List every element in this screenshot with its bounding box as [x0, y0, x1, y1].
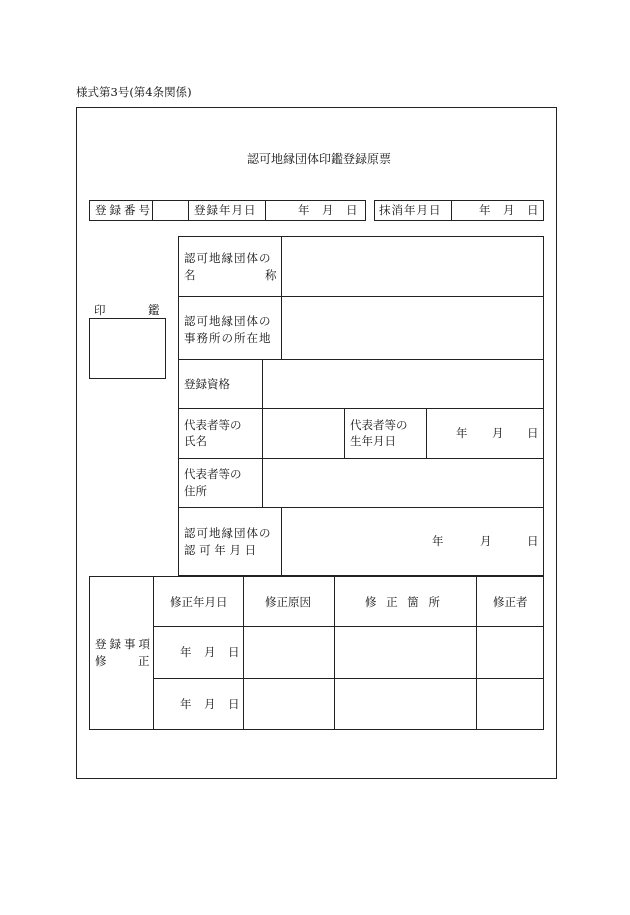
birth-year-unit: 年	[456, 426, 468, 440]
birth-month-unit: 月	[492, 426, 504, 440]
main-block	[178, 236, 544, 576]
col-header-date: 修正年月日	[170, 595, 228, 609]
amend1-month-unit: 月	[204, 645, 216, 659]
name-label-1: 認可地縁団体の	[184, 251, 272, 265]
amend2-year-unit: 年	[180, 697, 192, 711]
approval-label-1: 認可地縁団体の	[184, 526, 272, 540]
reg-month-unit: 月	[322, 203, 334, 217]
col-header-place: 修 正 箇 所	[365, 595, 443, 609]
amend2-month-unit: 月	[204, 697, 216, 711]
approval-day-unit: 日	[527, 534, 539, 548]
cancel-month-unit: 月	[503, 203, 515, 217]
col-header-reason: 修正原因	[265, 595, 311, 609]
seal-label-2: 鑑	[148, 303, 160, 317]
approval-month-unit: 月	[480, 534, 492, 548]
amend-label-2a: 修	[95, 654, 107, 668]
seal-stamp-box	[89, 318, 166, 379]
amend2-day-unit: 日	[228, 697, 240, 711]
name-label-2a: 名	[184, 268, 196, 282]
amend1-day-unit: 日	[228, 645, 240, 659]
amend-label-1: 登録事項	[95, 637, 153, 651]
amend1-year-unit: 年	[180, 645, 192, 659]
amend-label-2b: 正	[138, 654, 150, 668]
rep-name-label-2: 氏名	[184, 434, 207, 448]
rep-name-label-1: 代表者等の	[184, 418, 242, 432]
birth-day-unit: 日	[527, 426, 539, 440]
name-label-2b: 称	[265, 268, 277, 282]
office-label-2: 事務所の所在地	[184, 331, 272, 345]
form-number: 様式第3号(第4条関係)	[76, 85, 192, 99]
rep-address-label-1: 代表者等の	[184, 467, 242, 481]
rep-birth-label-1: 代表者等の	[350, 418, 408, 432]
rep-birth-label-2: 生年月日	[350, 434, 396, 448]
office-label-1: 認可地縁団体の	[184, 314, 272, 328]
reg-date-label: 登録年月日	[194, 203, 257, 217]
cancel-day-unit: 日	[527, 203, 539, 217]
reg-number-label: 登録番号	[95, 203, 153, 217]
seal-label-1: 印	[94, 303, 106, 317]
cancel-date-label: 抹消年月日	[379, 203, 442, 217]
reg-day-unit: 日	[346, 203, 358, 217]
qualification-label: 登録資格	[184, 377, 230, 391]
rep-address-label-2: 住所	[184, 484, 207, 498]
approval-year-unit: 年	[432, 534, 444, 548]
cancel-year-unit: 年	[479, 203, 491, 217]
page-title: 認可地縁団体印鑑登録原票	[247, 152, 392, 166]
reg-year-unit: 年	[298, 203, 310, 217]
col-header-person: 修正者	[493, 595, 528, 609]
approval-label-2: 認 可 年 月 日	[184, 543, 257, 557]
